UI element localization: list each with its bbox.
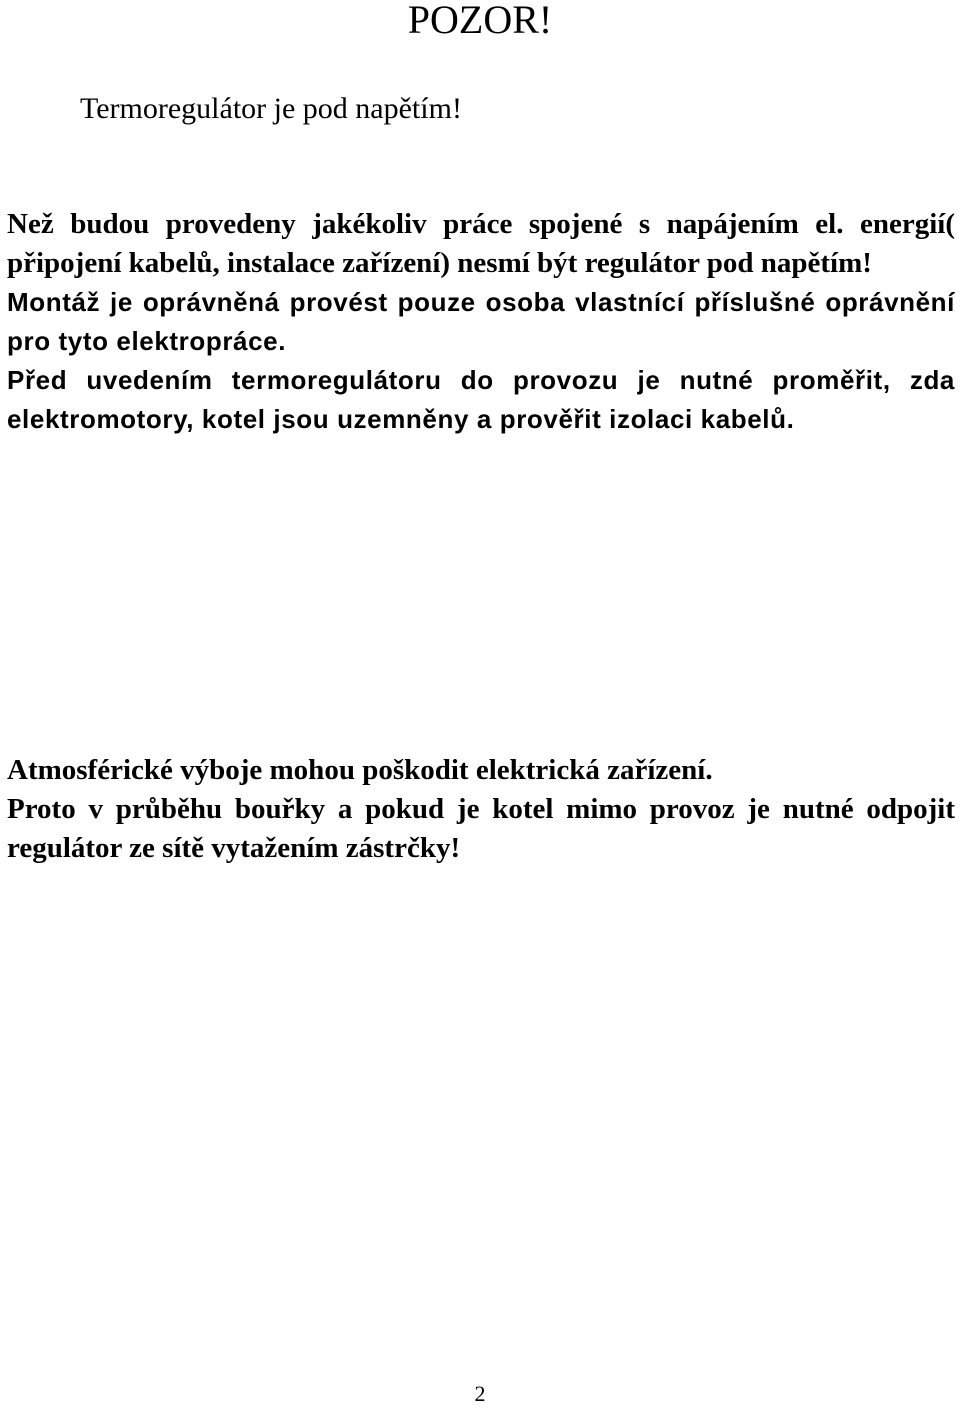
page-number: 2	[474, 1381, 486, 1406]
page-title: POZOR!	[407, 0, 553, 42]
power-off-paragraph: Než budou provedeny jakékoliv práce spojené s napájením el. energií( připojení kabelů, instalace zařízení) nesmí být regulátor pod napětím!	[7, 208, 955, 279]
lightning-damage-paragraph: Atmosférické výboje mohou poškodit elektrická zařízení.	[7, 754, 713, 786]
lightning-warning	[7, 751, 955, 868]
warning-subtitle: Termoregulátor je pod napětím!	[80, 92, 462, 125]
grounding-check-paragraph: Před uvedením termoregulátoru do provozu je nutné proměřit, zda elektromotory, kotel jsou uzemněny a prověřit izolaci kabelů.	[7, 365, 955, 434]
safety-instructions	[7, 205, 955, 439]
unplug-during-storm-paragraph: Proto v průběhu bouřky a pokud je kotel mimo provoz je nutné odpojit regulátor ze sítě vytažením zástrčky!	[7, 793, 955, 864]
qualified-installer-paragraph: Montáž je oprávněná provést pouze osoba vlastnící příslušné oprávnění pro tyto elektropráce.	[7, 287, 955, 356]
